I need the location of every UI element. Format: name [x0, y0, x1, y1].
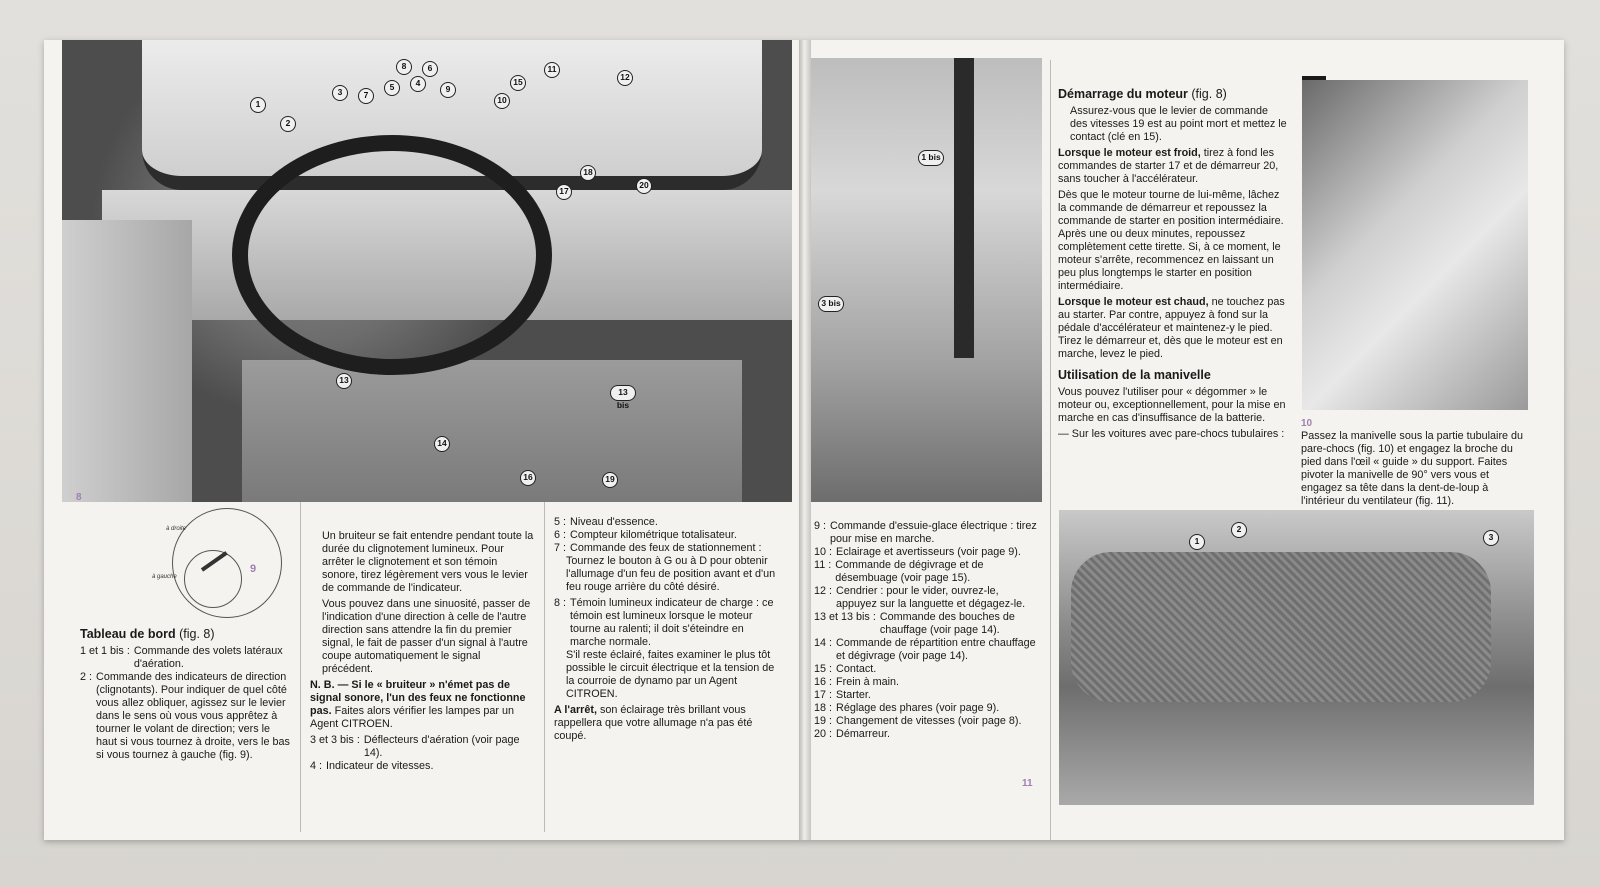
list-item: 10 : Eclairage et avertisseurs (voir page 9). [814, 546, 1021, 558]
dashboard-right-photo [804, 58, 1042, 502]
list-item: 5 : Niveau d'essence. [554, 516, 658, 528]
list-item: 4 : Indicateur de vitesses. [310, 760, 434, 772]
column-divider [1050, 60, 1051, 840]
section-title-demarrage: Démarrage du moteur (fig. 8) [1058, 87, 1227, 101]
column-items-9-20 [814, 520, 1040, 741]
callout-12: 12 [617, 70, 633, 86]
label-a-gauche: à gauche [152, 574, 177, 580]
callout-9: 9 [440, 82, 456, 98]
list-item: 17 : Starter. [814, 689, 871, 701]
figure-9 [104, 508, 294, 608]
label-a-droite: à droite [166, 526, 187, 532]
callout-4: 4 [410, 76, 426, 92]
callout-15: 15 [510, 75, 526, 91]
callout-19: 19 [602, 472, 618, 488]
crank-handle-photo [1302, 80, 1528, 410]
bumper-photo [1059, 510, 1534, 805]
callout-13: 13 [336, 373, 352, 389]
list-item: 3 et 3 bis : Déflecteurs d'aération (voir page 14). [310, 734, 520, 759]
dashboard-photo [62, 40, 792, 502]
callout-2: 2 [280, 116, 296, 132]
arret-note: A l'arrêt, son éclairage très brillant vous rappellera que votre allumage n'a pas été coupé. [554, 704, 753, 742]
figure-10-caption: Passez la manivelle sous la partie tubulaire du pare-chocs (fig. 10) et engagez la broche du pied dans l'œil « guide » du support. Faites pivoter la manivelle de 90° vers vous et engagez sa tête dans la dent-de-loup à l'intérieur du ventilateur (fig. 11). [1301, 430, 1524, 507]
page-number-left: 8 [76, 492, 82, 503]
callout-13bis: 13 bis [610, 385, 636, 401]
right-page [804, 40, 1564, 840]
callout-1bis: 1 bis [918, 150, 944, 166]
steering-wheel [232, 135, 552, 375]
callout-20: 20 [636, 178, 652, 194]
callout-6: 6 [422, 61, 438, 77]
list-item: 6 : Compteur kilométrique totalisateur. [554, 529, 737, 541]
list-item: 14 : Commande de répartition entre chauffage et dégivrage (voir page 14). [814, 637, 1036, 662]
figure-10-number: 10 [1301, 418, 1313, 429]
open-booklet [44, 40, 1564, 840]
callout-11: 11 [544, 62, 560, 78]
list-item: 8 : Témoin lumineux indicateur de charge : ce témoin est lumineux lorsque le moteur tourne au ralenti; il doit s'éteindre en marche normale. [554, 597, 774, 648]
list-item: 19 : Changement de vitesses (voir page 8). [814, 715, 1022, 727]
radiator-grille [1071, 552, 1491, 702]
left-page [44, 40, 804, 840]
callout-bumper-2: 2 [1231, 522, 1247, 538]
column-bruiteur: Un bruiteur se fait entendre pendant toute la durée du clignotement lumineux. Pour arrêter le clignotement et son témoin sonore, tirez légèrement vers vous le levier de commande de l'indicateur. Vous pouvez dans une sinuosité, passer de l'indication d'une direction à celle de l'autre direction sans attendre la fin du premier signal, le fait de passer d'un signal à l'autre coupe automatiquement le signal précédent. N. B. — Si le « bruiteur » n'émet pas de signal sonore, l'un des feux ne fonctionne pas. Faites alors vérifier les lampes par un Agent CITROEN. 3 et 3 bis : Déflecteurs d'aération (voir page 14). 4 : Indicateur de vitesses. [310, 530, 534, 772]
list-item: 2 : Commande des indicateurs de direction (clignotants). Pour indiquer de quel côté vous allez obliquer, agissez sur le levier dans le sens où vous vous apprêtez à tourner le volant de direction; vers le haut si vous tournez à droite, vers le bas si vous tournez à gauche (fig. 9). [80, 671, 290, 761]
callout-10: 10 [494, 93, 510, 109]
column-tableau-de-bord [80, 628, 294, 762]
figure-9-number: 9 [250, 563, 257, 575]
column-items-5-8: 5 : Niveau d'essence. 6 : Compteur kilométrique totalisateur. 7 : Commande des feux de stationnement : Tournez le bouton à G ou à D pour obtenir l'allumage d'un feu de position avant et d'un feu rouge arrière du côté désiré. 8 : Témoin lumineux indicateur de charge : ce témoin est lumineux lorsque le moteur tourne au ralenti; il doit s'éteindre en marche normale. S'il reste éclairé, faites examiner le plus tôt possible le circuit électrique et la tension de la courroie de dynamo par un Agent CITROEN. A l'arrêt, son éclairage très brillant vous rappellera que votre allumage n'a pas été coupé. [554, 516, 776, 742]
nb-note: N. B. — Si le « bruiteur » n'émet pas de signal sonore, l'un des feux ne fonctionne pas. Faites alors vérifier les lampes par un Agent CITROEN. [310, 679, 526, 730]
list-item: 16 : Frein à main. [814, 676, 900, 688]
list-item: 13 et 13 bis : Commande des bouches de chauffage (voir page 14). [814, 611, 1015, 636]
callout-8: 8 [396, 59, 412, 75]
callout-14: 14 [434, 436, 450, 452]
list-item: 20 : Démarreur. [814, 728, 891, 740]
callout-5: 5 [384, 80, 400, 96]
callout-1: 1 [250, 97, 266, 113]
callout-7: 7 [358, 88, 374, 104]
list-item: 15 : Contact. [814, 663, 877, 675]
list-item: 12 : Cendrier : pour le vider, ouvrez-le, appuyez sur la languette et dégagez-le. [814, 585, 1026, 610]
callout-3bis: 3 bis [818, 296, 844, 312]
callout-3: 3 [332, 85, 348, 101]
list-item: 7 : Commande des feux de stationnement : [554, 542, 762, 554]
column-demarrage: Démarrage du moteur (fig. 8) Assurez-vous que le levier de commande des vitesses 19 est au point mort et mettez le contact (clé en 15). Lorsque le moteur est froid, tirez à fond les commandes de starter 17 et de démarreur 20, sans toucher à l'accélérateur. Dès que le moteur tourne de lui-même, lâchez la commande de démarreur et repoussez la commande de starter en position intermédiaire. Après une ou deux minutes, repoussez complètement cette tirette. Si, à ce moment, le moteur s'arrête, recommencez en laissant un peu plus longtemps le starter en position intermédiaire. Lorsque le moteur est chaud, ne touchez pas au starter. Par contre, appuyez à fond sur la pédale d'accélérateur et maintenez-y le pied. Tirez le démarreur et, dès que le moteur est en marche, levez le pied. Utilisation de la manivelle Vous pouvez l'utiliser pour « dégommer » le moteur ou, exceptionnellement, pour la mise en marche en cas d'insuffisance de la batterie. — Sur les voitures avec pare-chocs tubulaires : [1058, 87, 1287, 440]
callout-bumper-1: 1 [1189, 534, 1205, 550]
booklet-spine [799, 40, 811, 840]
column-divider [300, 502, 301, 832]
column-divider [544, 502, 545, 832]
list-item: 11 : Commande de dégivrage et de désembuage (voir page 15). [814, 559, 984, 584]
callout-18: 18 [580, 165, 596, 181]
section-title-manivelle: Utilisation de la manivelle [1058, 368, 1211, 382]
callout-bumper-3: 3 [1483, 530, 1499, 546]
callout-17: 17 [556, 184, 572, 200]
section-title: Tableau de bord (fig. 8) [80, 627, 215, 641]
page-number-right: 11 [1022, 778, 1033, 789]
list-item: 1 et 1 bis : Commande des volets latéraux d'aération. [80, 645, 283, 670]
list-item: 9 : Commande d'essuie-glace électrique : tirez pour mise en marche. [814, 520, 1037, 545]
callout-16: 16 [520, 470, 536, 486]
list-item: 18 : Réglage des phares (voir page 9). [814, 702, 1000, 714]
